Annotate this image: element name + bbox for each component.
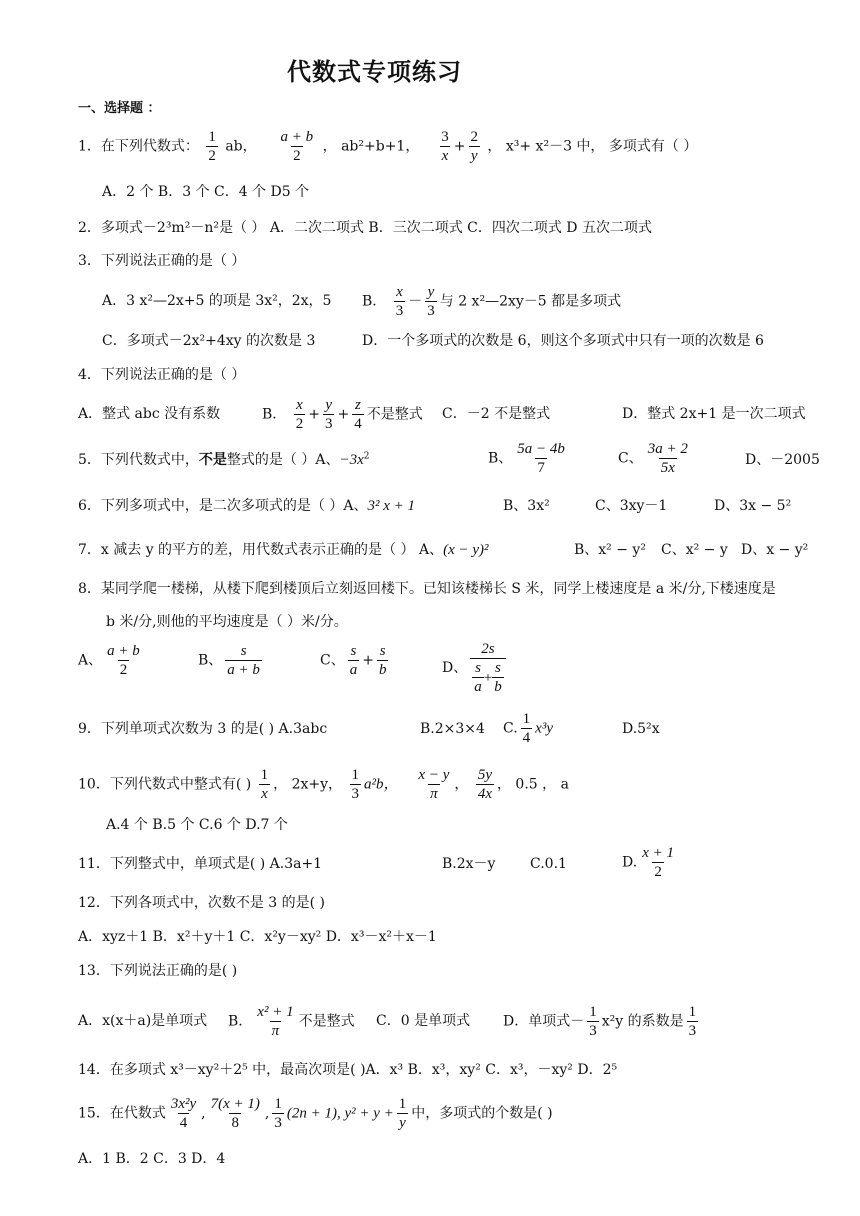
question-7: 7．x 减去 y 的平方的差，用代数式表示正确的是（ ） A、(x − y)²: [78, 542, 489, 558]
q7-option-a: (x − y)²: [443, 542, 489, 558]
fraction: $\frac{1}{3}$: [351, 767, 360, 802]
q13-option-b: B． $\frac{\text{x² + 1}}{\pi}$ 不是整式: [228, 1004, 355, 1039]
q9-option-d: D.5²x: [622, 721, 660, 737]
q4-option-c: C．－2 不是整式: [442, 406, 551, 422]
q15-options: A．1 B．2 C．3 D．4: [78, 1151, 226, 1167]
q6-option-b: B、3x²: [503, 498, 550, 514]
q5-option-d: D、－2005: [745, 452, 820, 468]
question-11: 11．下列整式中，单项式是( ) A.3a+1: [78, 856, 323, 872]
question-1: 1．在下列代数式： $\frac{1}{2}$ ab， $\frac{a + b}{2}$ ， ab²+b+1， $\frac{3}{x}$ + $\frac{2}{y}$ ， x³+ x²－3 中， 多项式有（ ）: [78, 129, 698, 164]
fraction: $\frac{1}{3}$: [274, 1096, 282, 1131]
fraction: $\frac{1}{y}$: [398, 1096, 407, 1131]
q13-option-d: D．单项式－ $\frac{1}{3}$ x²y 的系数是 $\frac{1}{3}$: [503, 1004, 697, 1039]
fraction: $\frac{x}{2}$: [295, 397, 304, 432]
fraction: 2s s a + $\frac{s}{b}$: [470, 640, 505, 696]
q4-option-b: B． $\frac{x}{2}$ + $\frac{y}{3}$ + $\frac{z}{4}$ 不是整式: [262, 397, 423, 432]
question-2: 2．多项式－2³m²－n²是（ ） A．二次二项式 B．三次二项式 C．四次二项式 D 五次二项式: [78, 220, 652, 236]
fraction: $\frac{7(x + 1)}{8}$: [210, 1096, 260, 1131]
fraction: $\frac{s}{a}$: [349, 643, 358, 678]
question-5: 5．下列代数式中，不是整式的是（ ）A、$-3x^2$: [78, 451, 370, 468]
fraction: $\frac{1}{4}$: [522, 711, 531, 746]
question-9: 9．下列单项式次数为 3 的是( ) A.3abc: [78, 721, 328, 737]
q9-option-b: B.2×3×4: [420, 721, 485, 737]
q7-option-b: B、x² − y²: [574, 542, 646, 558]
q13-option-a: A．x(x＋a)是单项式: [78, 1013, 208, 1029]
fraction: $\frac{\text{x² + 1}}{\pi}$: [257, 1004, 294, 1039]
q8-option-d: D、 2s s a + $\frac{s}{b}$: [442, 640, 509, 696]
q3-option-d: D．一个多项式的次数是 6，则这个多项式中只有一项的次数是 6: [362, 333, 764, 349]
fraction: $\frac{s}{b}$: [378, 643, 387, 678]
q8-option-a: A、 $\frac{a + b}{2}$: [78, 643, 140, 678]
section-heading: 一、选择题 ：: [78, 101, 161, 116]
question-13: 13．下列说法正确的是( ): [78, 963, 238, 979]
q10-options: A.4 个 B.5 个 C.6 个 D.7 个: [106, 817, 288, 833]
q4-option-d: D．整式 2x+1 是一次二项式: [622, 406, 806, 422]
fraction: $\frac{3a + 2}{5x}$: [647, 441, 688, 476]
fraction: $\frac{1}{3}$: [688, 1004, 697, 1039]
q13-option-c: C．0 是单项式: [376, 1013, 471, 1029]
fraction: $\frac{x}{3}$: [395, 284, 404, 319]
fraction: $\frac{5a - 4b}{7}$: [517, 441, 565, 476]
fraction: $\frac{a + b}{2}$: [107, 643, 140, 678]
q7-option-d: D、x − y²: [741, 542, 809, 558]
question-4: 4．下列说法正确的是（ ）: [78, 367, 246, 383]
fraction: $\frac{3}{x}$: [441, 129, 449, 164]
q6-option-a: 3² x + 1: [367, 498, 415, 514]
q5-option-b: B、 $\frac{5a - 4b}{7}$: [488, 441, 565, 476]
q11-option-b: B.2x－y: [442, 856, 496, 872]
q9-option-c: C. $\frac{1}{4}$ x³y: [503, 711, 553, 746]
fraction: $\frac{2}{y}$: [470, 129, 478, 164]
q3-option-c: C．多项式－2x²+4xy 的次数是 3: [102, 333, 316, 349]
q5-option-c: C、 $\frac{3a + 2}{5x}$: [618, 441, 688, 476]
question-6: 6．下列多项式中，是二次多项式的是（ ）A、3² x + 1: [78, 498, 415, 514]
q6-option-c: C、3xy－1: [595, 498, 668, 514]
q8-option-c: C、 $\frac{s}{a}$ + $\frac{s}{b}$: [320, 643, 387, 678]
q5-option-a: −3x: [339, 452, 364, 468]
fraction: $\frac{a + b}{2}$: [280, 129, 314, 164]
q11-option-d: D. $\frac{x + 1}{2}$: [622, 845, 674, 880]
q12-options: A．xyz＋1 B．x²＋y＋1 C．x²y－xy² D．x³－x²＋x－1: [78, 929, 437, 945]
q3-option-a: A．3 x²—2x+5 的项是 3x²，2x，5: [102, 293, 332, 309]
fraction: $\frac{1}{3}$: [589, 1004, 597, 1039]
fraction: $\frac{\text{3x²y}}{4}$: [170, 1096, 197, 1131]
q8-option-b: B、 $\frac{s}{a + b}$: [198, 643, 260, 678]
question-15: 15．在代数式 $\frac{\text{3x²y}}{4}$ , $\frac{7(x + 1)}{8}$ , $\frac{1}{3}$ (2n + 1), y² + y + $\frac{1}{y}$ 中，多项式的个数是( ): [78, 1096, 553, 1131]
question-8-cont: b 米/分,则他的平均速度是（ ）米/分。: [106, 614, 348, 630]
q7-option-c: C、x² − y: [661, 542, 728, 558]
q3-option-b: B． $\frac{x}{3}$ － $\frac{y}{3}$ 与 2 x²—2xy－5 都是多项式: [362, 284, 622, 319]
q1-prefix: 1．在下列代数式：: [78, 138, 199, 155]
question-12: 12．下列各项式中，次数不是 3 的是( ): [78, 895, 325, 911]
q4-option-a: A．整式 abc 没有系数: [78, 406, 221, 422]
page-title: 代数式专项练习: [287, 58, 462, 86]
fraction: $\frac{1}{2}$: [208, 129, 216, 164]
fraction: $\frac{x + 1}{2}$: [642, 845, 674, 880]
fraction: $\frac{y}{3}$: [324, 397, 333, 432]
fraction: $\frac{5y}{4x}$: [477, 767, 492, 802]
question-8: 8．某同学爬一楼梯，从楼下爬到楼顶后立刻返回楼下。已知该楼梯长 S 米，同学上楼速度是 a 米/分,下楼速度是: [78, 581, 776, 597]
fraction: $\frac{y}{3}$: [427, 284, 435, 319]
fraction: $\frac{s}{a + b}$: [227, 643, 260, 678]
q1-options: A．2 个 B．3 个 C．4 个 D5 个: [102, 184, 310, 200]
question-10: 10．下列代数式中整式有( ) $\frac{1}{x}$ ， 2x+y， $\frac{1}{3}$ a²b， $\frac{x - y}{\pi}$ ， $\frac{5y}{4x}$ ， 0.5 ， a: [78, 767, 569, 802]
fraction: $\frac{x - y}{\pi}$: [418, 767, 450, 802]
question-3: 3．下列说法正确的是（ ）: [78, 253, 246, 269]
fraction: $\frac{z}{4}$: [354, 397, 362, 432]
q11-option-c: C.0.1: [530, 856, 567, 872]
question-14: 14．在多项式 x³－xy²＋2⁵ 中，最高次项是( )A．x³ B．x³，xy² C．x³，－xy² D．2⁵: [78, 1062, 618, 1078]
q6-option-d: D、3x − 5²: [714, 498, 792, 514]
fraction: $\frac{1}{x}$: [260, 767, 269, 802]
